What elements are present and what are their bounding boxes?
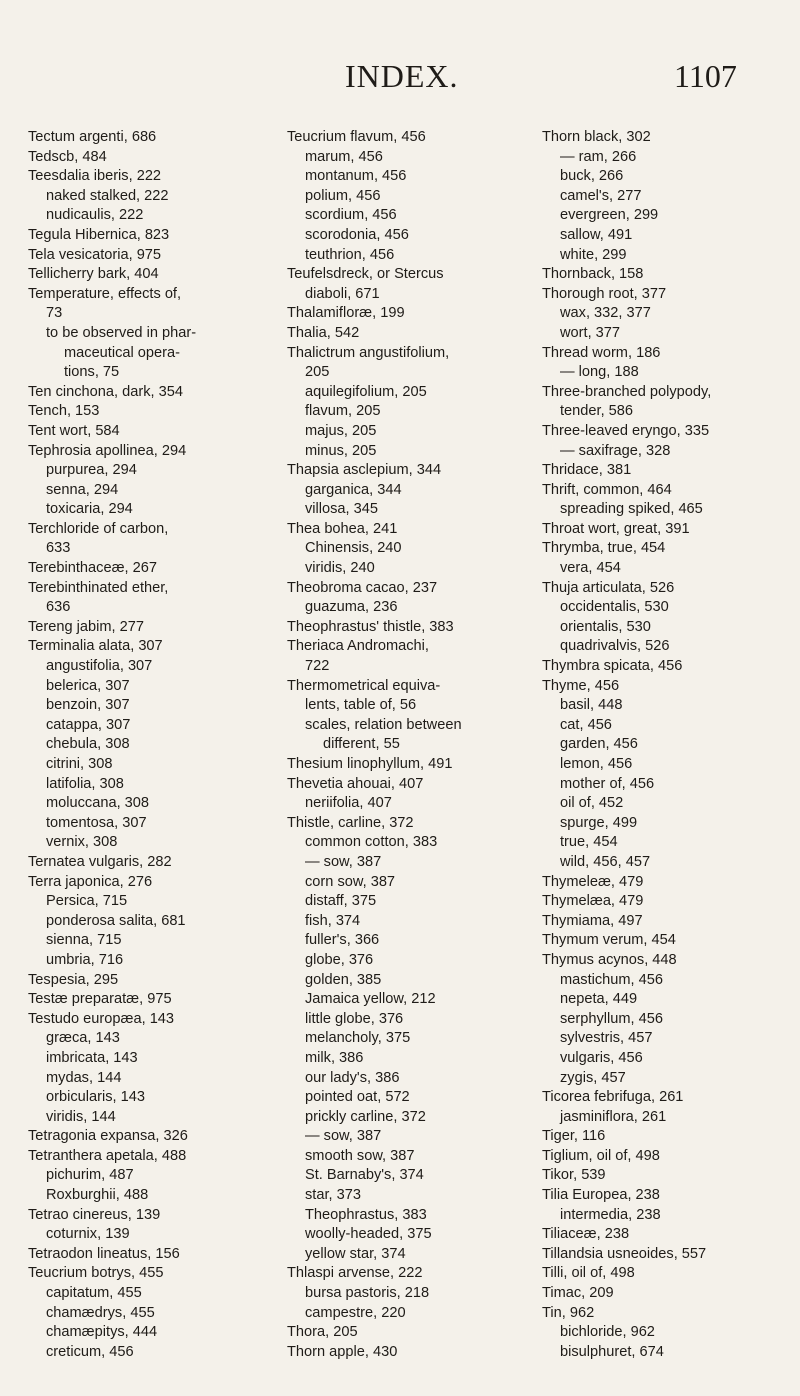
index-entry: creticum, 456 bbox=[46, 1343, 134, 1360]
index-entry: tions, 75 bbox=[64, 364, 120, 381]
index-entry: scorodonia, 456 bbox=[305, 226, 409, 243]
index-entry: nepeta, 449 bbox=[560, 991, 638, 1008]
index-entry: polium, 456 bbox=[305, 187, 381, 204]
index-entry: yellow star, 374 bbox=[305, 1245, 406, 1262]
index-entry: Temperature, effects of, bbox=[28, 285, 182, 302]
index-entry: moluccana, 308 bbox=[46, 795, 150, 812]
index-entry: Ternatea vulgaris, 282 bbox=[28, 853, 172, 870]
index-entry: Roxburghii, 488 bbox=[46, 1187, 149, 1204]
index-entry: mother of, 456 bbox=[560, 775, 655, 792]
index-entry: Thymeleæ, 479 bbox=[542, 873, 644, 890]
index-entry: smooth sow, 387 bbox=[305, 1147, 415, 1164]
index-entry: Teucrium flavum, 456 bbox=[287, 129, 426, 145]
page-header bbox=[0, 58, 800, 98]
index-entry: jasminiflora, 261 bbox=[560, 1108, 667, 1125]
index-entry: naked stalked, 222 bbox=[46, 187, 169, 204]
index-entry: flavum, 205 bbox=[305, 403, 381, 420]
index-entry: ponderosa salita, 681 bbox=[46, 912, 186, 929]
index-entry: Thrymba, true, 454 bbox=[542, 540, 666, 557]
index-entry: Theophrastus' thistle, 383 bbox=[287, 618, 454, 635]
index-entry: little globe, 376 bbox=[305, 1010, 404, 1027]
index-entry: benzoin, 307 bbox=[46, 697, 130, 714]
index-entry: nudicaulis, 222 bbox=[46, 207, 144, 224]
index-entry: Teesdalia iberis, 222 bbox=[28, 168, 162, 185]
index-column-3 bbox=[542, 128, 784, 1362]
index-entry: angustifolia, 307 bbox=[46, 658, 153, 675]
index-entry: lents, table of, 56 bbox=[305, 697, 417, 714]
index-entry: Tela vesicatoria, 975 bbox=[28, 246, 162, 263]
index-entry: Tikor, 539 bbox=[542, 1167, 606, 1184]
index-entry: Tiliaceæ, 238 bbox=[542, 1226, 630, 1243]
index-entry: Thymelæa, 479 bbox=[542, 893, 644, 910]
index-entry: Testudo europæa, 143 bbox=[28, 1010, 175, 1027]
index-entry: Thea bohea, 241 bbox=[287, 520, 398, 537]
index-entry: — sow, 387 bbox=[305, 1128, 382, 1145]
index-entry: Thymus acynos, 448 bbox=[542, 951, 677, 968]
index-entry: spurge, 499 bbox=[560, 814, 638, 831]
index-entry: vernix, 308 bbox=[46, 834, 118, 851]
index-entry: Thrift, common, 464 bbox=[542, 481, 672, 498]
index-entry: Ticorea febrifuga, 261 bbox=[542, 1089, 684, 1106]
index-entry: citrini, 308 bbox=[46, 756, 113, 772]
index-entry: bursa pastoris, 218 bbox=[305, 1285, 430, 1302]
index-entry: Thora, 205 bbox=[287, 1324, 358, 1341]
index-entry: maceutical opera- bbox=[64, 344, 180, 361]
index-entry: chamæpitys, 444 bbox=[46, 1324, 158, 1341]
index-entry: Tetraodon lineatus, 156 bbox=[28, 1245, 180, 1262]
index-entry: lemon, 456 bbox=[560, 756, 633, 772]
index-entry: oil of, 452 bbox=[560, 795, 624, 812]
index-entry: vera, 454 bbox=[560, 560, 621, 577]
index-entry: — saxifrage, 328 bbox=[560, 442, 671, 459]
index-entry: viridis, 144 bbox=[46, 1108, 116, 1125]
index-entry: fish, 374 bbox=[305, 912, 361, 929]
index-entry: scales, relation between bbox=[305, 716, 462, 733]
index-entry: wild, 456, 457 bbox=[560, 853, 651, 870]
index-entry: Terchloride of carbon, bbox=[28, 520, 169, 537]
index-entry: toxicaria, 294 bbox=[46, 501, 133, 518]
index-entry: Tellicherry bark, 404 bbox=[28, 266, 159, 283]
index-entry: teuthrion, 456 bbox=[305, 246, 395, 263]
index-entry: Thistle, carline, 372 bbox=[287, 814, 414, 831]
index-entry: prickly carline, 372 bbox=[305, 1108, 426, 1125]
index-entry: chebula, 308 bbox=[46, 736, 130, 753]
index-entry: buck, 266 bbox=[560, 168, 624, 185]
index-entry: sienna, 715 bbox=[46, 932, 122, 949]
index-entry: 633 bbox=[46, 540, 71, 557]
index-entry: aquilegifolium, 205 bbox=[305, 383, 427, 400]
index-entry: mastichum, 456 bbox=[560, 971, 664, 988]
index-entry: viridis, 240 bbox=[305, 560, 375, 577]
index-entry: Thridace, 381 bbox=[542, 462, 632, 479]
index-entry: milk, 386 bbox=[305, 1049, 364, 1066]
index-entry: Tench, 153 bbox=[28, 403, 100, 420]
index-entry: latifolia, 308 bbox=[46, 775, 124, 792]
index-entry: occidentalis, 530 bbox=[560, 599, 669, 616]
index-entry: 722 bbox=[305, 658, 330, 675]
index-entry: Terminalia alata, 307 bbox=[28, 638, 163, 655]
index-entry: Chinensis, 240 bbox=[305, 540, 402, 557]
index-entry: camel's, 277 bbox=[560, 187, 642, 204]
index-entry: Timac, 209 bbox=[542, 1285, 614, 1302]
index-entry: — ram, 266 bbox=[560, 148, 637, 165]
index-entry: orientalis, 530 bbox=[560, 618, 651, 635]
index-entry: Thorough root, 377 bbox=[542, 285, 667, 302]
index-entry: 636 bbox=[46, 599, 71, 616]
index-column-1 bbox=[28, 128, 266, 1362]
index-entry: vulgaris, 456 bbox=[560, 1049, 643, 1066]
index-entry: Teucrium botrys, 455 bbox=[28, 1265, 164, 1282]
index-entry: true, 454 bbox=[560, 834, 618, 851]
index-entry: græca, 143 bbox=[46, 1030, 120, 1047]
index-entry: bisulphuret, 674 bbox=[560, 1343, 664, 1360]
index-entry: quadrivalvis, 526 bbox=[560, 638, 670, 655]
index-entry: Thevetia ahouai, 407 bbox=[287, 775, 424, 792]
index-entry: our lady's, 386 bbox=[305, 1069, 400, 1086]
index-entry: pointed oat, 572 bbox=[305, 1089, 410, 1106]
index-entry: Tiglium, oil of, 498 bbox=[542, 1147, 660, 1164]
index-entry: Thapsia asclepium, 344 bbox=[287, 462, 442, 479]
index-entry: montanum, 456 bbox=[305, 168, 407, 185]
index-entry: Tetranthera apetala, 488 bbox=[28, 1147, 187, 1164]
index-entry: cat, 456 bbox=[560, 716, 612, 733]
index-entry: Theriaca Andromachi, bbox=[287, 638, 429, 655]
index-entry: Theobroma cacao, 237 bbox=[287, 579, 438, 596]
index-entry: Tillandsia usneoides, 557 bbox=[542, 1245, 707, 1262]
index-entry: — long, 188 bbox=[560, 364, 639, 381]
index-entry: 205 bbox=[305, 364, 330, 381]
index-entry: bichloride, 962 bbox=[560, 1324, 655, 1341]
index-entry: umbria, 716 bbox=[46, 951, 124, 968]
index-entry: Thymbra spicata, 456 bbox=[542, 658, 683, 675]
index-entry: corn sow, 387 bbox=[305, 873, 396, 890]
index-entry: marum, 456 bbox=[305, 148, 383, 165]
index-entry: Tent wort, 584 bbox=[28, 422, 120, 439]
index-entry: Thyme, 456 bbox=[542, 677, 620, 694]
index-entry: Terra japonica, 276 bbox=[28, 873, 153, 890]
index-entry: Tiger, 116 bbox=[542, 1128, 606, 1145]
index-entry: imbricata, 143 bbox=[46, 1049, 138, 1066]
index-entry: Teufelsdreck, or Stercus bbox=[287, 266, 444, 283]
index-entry: coturnix, 139 bbox=[46, 1226, 130, 1243]
index-column-2 bbox=[287, 128, 527, 1362]
index-entry: to be observed in phar- bbox=[46, 324, 197, 341]
index-entry: Thornback, 158 bbox=[542, 266, 644, 283]
index-entry: catappa, 307 bbox=[46, 716, 131, 733]
index-entry: belerica, 307 bbox=[46, 677, 130, 694]
index-entry: 73 bbox=[46, 305, 63, 322]
index-entry: distaff, 375 bbox=[305, 893, 377, 910]
index-entry: sallow, 491 bbox=[560, 226, 633, 243]
index-entry: Theophrastus, 383 bbox=[305, 1206, 427, 1223]
index-entry: woolly-headed, 375 bbox=[305, 1226, 432, 1243]
index-entry: purpurea, 294 bbox=[46, 462, 137, 479]
index-entry: Tin, 962 bbox=[542, 1304, 595, 1321]
index-entry: senna, 294 bbox=[46, 481, 119, 498]
index-entry: Thuja articulata, 526 bbox=[542, 579, 675, 596]
page-title: INDEX. bbox=[345, 58, 459, 94]
page-number: 1107 bbox=[674, 58, 737, 94]
index-entry: Tephrosia apollinea, 294 bbox=[28, 442, 187, 459]
index-entry: Tespesia, 295 bbox=[28, 971, 119, 988]
index-entry: Thorn black, 302 bbox=[542, 129, 651, 145]
index-entry: Thymum verum, 454 bbox=[542, 932, 676, 949]
index-entry: Testæ preparatæ, 975 bbox=[28, 991, 172, 1008]
index-entry: capitatum, 455 bbox=[46, 1285, 142, 1302]
index-entry: mydas, 144 bbox=[46, 1069, 122, 1086]
index-entry: garden, 456 bbox=[560, 736, 638, 753]
index-entry: golden, 385 bbox=[305, 971, 382, 988]
index-entry: Thalia, 542 bbox=[287, 324, 360, 341]
index-entry: common cotton, 383 bbox=[305, 834, 438, 851]
index-entry: Terebinthaceæ, 267 bbox=[28, 560, 157, 577]
index-entry: evergreen, 299 bbox=[560, 207, 659, 224]
index-entry: Tilli, oil of, 498 bbox=[542, 1265, 635, 1282]
index-entry: Ten cinchona, dark, 354 bbox=[28, 383, 183, 400]
index-entry: Terebinthinated ether, bbox=[28, 579, 169, 596]
index-entry: — sow, 387 bbox=[305, 853, 382, 870]
index-entry: chamædrys, 455 bbox=[46, 1304, 155, 1321]
index-entry: Tereng jabim, 277 bbox=[28, 618, 145, 635]
index-entry: zygis, 457 bbox=[560, 1069, 626, 1086]
index-entry: Thesium linophyllum, 491 bbox=[287, 756, 453, 772]
index-entry: majus, 205 bbox=[305, 422, 377, 439]
index-entry: Thread worm, 186 bbox=[542, 344, 661, 361]
index-entry: minus, 205 bbox=[305, 442, 377, 459]
index-entry: intermedia, 238 bbox=[560, 1206, 661, 1223]
index-entry: guazuma, 236 bbox=[305, 599, 398, 616]
index-entry: white, 299 bbox=[560, 246, 627, 263]
index-entry: diaboli, 671 bbox=[305, 285, 380, 302]
index-entry: Thalamifloræ, 199 bbox=[287, 305, 405, 322]
index-entry: Thermometrical equiva- bbox=[287, 677, 441, 694]
index-entry: melancholy, 375 bbox=[305, 1030, 411, 1047]
index-entry: wax, 332, 377 bbox=[560, 305, 651, 322]
index-entry: Three-leaved eryngo, 335 bbox=[542, 422, 710, 439]
index-entry: tender, 586 bbox=[560, 403, 634, 420]
index-entry: fuller's, 366 bbox=[305, 932, 380, 949]
index-entry: Thymiama, 497 bbox=[542, 912, 643, 929]
index-entry: Tedscb, 484 bbox=[28, 148, 107, 165]
index-entry: spreading spiked, 465 bbox=[560, 501, 703, 518]
index-entry: Tilia Europea, 238 bbox=[542, 1187, 660, 1204]
index-entry: Persica, 715 bbox=[46, 893, 128, 910]
index-entry: orbicularis, 143 bbox=[46, 1089, 145, 1106]
index-entry: basil, 448 bbox=[560, 697, 623, 714]
index-entry: sylvestris, 457 bbox=[560, 1030, 653, 1047]
index-entry: different, 55 bbox=[323, 736, 400, 753]
index-entry: tomentosa, 307 bbox=[46, 814, 147, 831]
index-entry: Jamaica yellow, 212 bbox=[305, 991, 436, 1008]
index-entry: Tegula Hibernica, 823 bbox=[28, 226, 170, 243]
index-entry: garganica, 344 bbox=[305, 481, 402, 498]
index-entry: Throat wort, great, 391 bbox=[542, 520, 690, 537]
index-entry: Tetragonia expansa, 326 bbox=[28, 1128, 188, 1145]
index-entry: Tetrao cinereus, 139 bbox=[28, 1206, 161, 1223]
index-entry: star, 373 bbox=[305, 1187, 361, 1204]
index-entry: Thorn apple, 430 bbox=[287, 1343, 398, 1360]
index-entry: St. Barnaby's, 374 bbox=[305, 1167, 424, 1184]
index-entry: globe, 376 bbox=[305, 951, 374, 968]
index-entry: neriifolia, 407 bbox=[305, 795, 392, 812]
index-entry: serphyllum, 456 bbox=[560, 1010, 664, 1027]
index-entry: Thlaspi arvense, 222 bbox=[287, 1265, 423, 1282]
index-entry: Three-branched polypody, bbox=[542, 383, 712, 400]
index-entry: villosa, 345 bbox=[305, 501, 379, 518]
index-entry: wort, 377 bbox=[560, 324, 621, 341]
index-entry: scordium, 456 bbox=[305, 207, 397, 224]
index-entry: Tectum argenti, 686 bbox=[28, 129, 157, 145]
index-entry: campestre, 220 bbox=[305, 1304, 406, 1321]
index-entry: pichurim, 487 bbox=[46, 1167, 134, 1184]
index-entry: Thalictrum angustifolium, bbox=[287, 344, 450, 361]
